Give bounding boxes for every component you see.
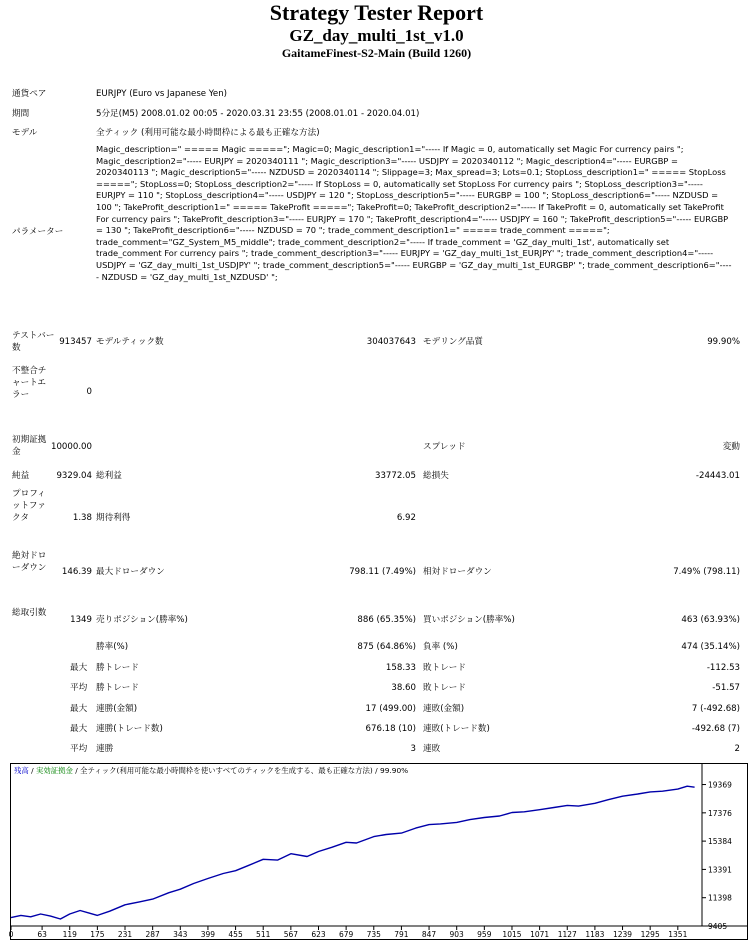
chart-legend-item: 実効証拠金 <box>33 766 73 775</box>
consec-losses-value: 7 (-492.68) <box>691 704 740 714</box>
consec-losses-label: 連敗(金額) <box>423 704 465 714</box>
x-tick-label: 0 <box>8 930 14 939</box>
x-tick-label: 399 <box>200 930 216 939</box>
ticks-label: モデルティック数 <box>96 337 164 347</box>
avg-consec-losses-label: 連敗 <box>423 744 441 754</box>
chart-legend-item: / <box>28 766 34 775</box>
gross-loss-label: 総損失 <box>423 471 449 481</box>
win-rate-value: 875 (64.86%) <box>357 642 416 652</box>
consec-loss-amount-label: 連敗(トレード数) <box>423 724 490 734</box>
params-value: Magic_description=" ===== Magic ====="; Magic=0; Magic_description1="----- If Magic = 0, automatically set Magic For currency pairs "; Magic_description2="----- EURJPY = 2020340111 "; Magic_description3="----- USDJPY = 2020340112 "; Magic_description4="----- EURGBP = 2020340113 "; Magic_description5="----- NZDUSD = 2020340114 "; Slippage=3; Max_spread=3; Lots=0.1; StopLoss_description1=" ===== StopLoss ====="; StopLoss=0; StopLoss_description2="----- If StopLoss = 0, automatically set StopLoss For currency pairs "; StopLoss_description3="----- EURJPY = 110 "; StopLoss_description4="----- USDJPY = 120 "; StopLoss_description5="----- EURGBP = 100 "; StopLoss_description6="----- NZDUSD = 100 "; TakeProfit_description1=" ===== TakeProfit ====="; TakeProfit=0; TakeProfit_description2="----- If TakeProfit = 0, automatically set TakeProfit For currency pairs "; TakeProfit_description3="----- EURJPY = 170 "; TakeProfit_description4="----- USDJPY = 160 "; TakeProfit_description5="----- EURGBP = 130 "; TakeProfit_description6="----- NZDUSD = 70 "; trade_comment_description1=" ===== trade_comment ====="; trade_comment="GZ_System_M5_middle"; trade_comment_description2="----- If trade_comment = 'GZ_day_multi_1st', automatically set trade_comment For currency pairs "; trade_comment_description3="----- EURJPY = 'GZ_day_multi_1st_EURJPY' "; trade_comment_description4="----- USDJPY = 'GZ_day_multi_1st_USDJPY' "; trade_comment_description5="----- EURGBP = 'GZ_day_multi_1st_EURGBP' "; trade_comment_description6="----- NZDUSD = 'GZ_day_multi_1st_NZDUSD' "; <box>96 144 732 282</box>
largest-loss-value: -112.53 <box>706 663 740 673</box>
avg-consec-wins-value: 3 <box>410 744 416 754</box>
avg-consec-losses-value: 2 <box>734 744 740 754</box>
max-prefix-1: 最大 <box>70 663 88 673</box>
gross-loss-value: -24443.01 <box>695 471 740 481</box>
spread-label: スプレッド <box>423 442 466 452</box>
x-tick-label: 1071 <box>530 930 550 939</box>
period-value: 5分足(M5) 2008.01.02 00:05 - 2020.03.31 23:55 (2008.01.01 - 2020.04.01) <box>96 109 420 119</box>
chart-legend <box>14 766 408 775</box>
loss-rate-value: 474 (35.14%) <box>681 642 740 652</box>
consec-profit-value: 676.18 (10) <box>365 724 416 734</box>
long-positions-value: 463 (63.93%) <box>681 615 740 625</box>
consec-profit-label: 連勝(トレード数) <box>96 724 163 734</box>
total-trades-value: 1349 <box>70 615 92 625</box>
expert-name: GZ_day_multi_1st_v1.0 <box>289 26 464 45</box>
deposit-label: 初期証拠金 <box>12 435 47 457</box>
x-tick-label: 959 <box>477 930 492 939</box>
avg-loss-value: -51.57 <box>712 683 740 693</box>
symbol-label: 通貨ペア <box>12 89 47 99</box>
x-tick-label: 903 <box>449 930 464 939</box>
avg-loss-label: 敗トレード <box>423 683 466 693</box>
x-tick-label: 343 <box>173 930 188 939</box>
x-tick-label: 1015 <box>502 930 522 939</box>
server-name: GaitameFinest-S2-Main (Build 1260) <box>281 46 472 60</box>
max-drawdown-value: 798.11 (7.49%) <box>349 567 416 577</box>
x-tick-label: 287 <box>145 930 160 939</box>
model-value: 全ティック (利用可能な最小時間枠による最も正確な方法) <box>96 128 320 138</box>
x-tick-label: 1295 <box>640 930 660 939</box>
x-tick-label: 175 <box>90 930 105 939</box>
chart-legend-item: / <box>72 766 78 775</box>
spread-value: 変動 <box>722 442 740 452</box>
balance-chart <box>10 763 748 940</box>
rel-drawdown-label: 相対ドローダウン <box>423 567 492 577</box>
profit-factor-label: プロフィットファクタ <box>12 489 46 523</box>
x-tick-label: 231 <box>117 930 133 939</box>
total-trades-label: 総取引数 <box>12 608 47 618</box>
x-tick-label: 623 <box>311 930 326 939</box>
abs-drawdown-value: 146.39 <box>61 567 92 577</box>
mismatch-label: 不整合チャートエラー <box>12 366 47 400</box>
y-tick-label: 19369 <box>708 780 732 790</box>
consec-wins-label: 連勝(金額) <box>96 704 138 714</box>
x-tick-label: 63 <box>37 930 47 939</box>
largest-win-value: 158.33 <box>385 663 416 673</box>
long-positions-label: 買いポジション(勝率%) <box>423 615 515 625</box>
avg-win-value: 38.60 <box>391 683 416 693</box>
max-prefix-3: 最大 <box>70 724 88 734</box>
gross-profit-label: 総利益 <box>96 471 122 481</box>
short-positions-value: 886 (65.35%) <box>357 615 416 625</box>
y-tick-label: 9405 <box>708 922 728 931</box>
x-tick-label: 847 <box>421 930 437 939</box>
x-tick-label: 455 <box>228 930 243 939</box>
expected-payoff-label: 期待利得 <box>96 513 131 523</box>
largest-loss-label: 敗トレード <box>423 663 466 673</box>
x-tick-label: 735 <box>366 930 381 939</box>
x-tick-label: 679 <box>338 930 354 939</box>
report-title: Strategy Tester Report <box>269 0 484 25</box>
consec-loss-amount-value: -492.68 (7) <box>691 724 740 734</box>
avg-prefix-2: 平均 <box>70 744 88 754</box>
x-tick-label: 567 <box>283 930 299 939</box>
balance-chart-svg <box>10 763 748 940</box>
rel-drawdown-value: 7.49% (798.11) <box>673 567 740 577</box>
period-label: 期間 <box>12 109 30 119</box>
net-profit-label: 純益 <box>12 471 30 481</box>
params-label: パラメーター <box>12 227 64 237</box>
chart-legend-item: 残高 <box>14 766 29 775</box>
chart-legend-item: / 99.90% <box>372 766 409 775</box>
chart-legend-item: 全ティック(利用可能な最小時間枠を使いすべてのティックを生成する、最も正確な方法) <box>77 766 373 775</box>
x-tick-label: 119 <box>62 930 77 939</box>
avg-prefix-1: 平均 <box>70 683 88 693</box>
expected-payoff-value: 6.92 <box>396 513 416 523</box>
x-tick-label: 791 <box>394 930 409 939</box>
short-positions-label: 売りポジション(勝率%) <box>96 615 188 625</box>
quality-label: モデリング品質 <box>423 337 483 347</box>
x-tick-label: 1239 <box>612 930 633 939</box>
quality-value: 99.90% <box>707 337 740 347</box>
y-tick-label: 11398 <box>708 893 732 903</box>
consec-wins-value: 17 (499.00) <box>365 704 416 714</box>
net-profit-value: 9329.04 <box>56 471 92 481</box>
y-tick-label: 17376 <box>708 808 732 818</box>
max-prefix-2: 最大 <box>70 704 88 714</box>
x-tick-label: 511 <box>256 930 271 939</box>
y-tick-label: 13391 <box>708 865 732 875</box>
x-tick-label: 1127 <box>557 930 577 939</box>
x-tick-label: 1351 <box>668 930 688 939</box>
y-tick-label: 15384 <box>708 837 732 847</box>
symbol-value: EURJPY (Euro vs Japanese Yen) <box>96 89 228 99</box>
max-drawdown-label: 最大ドローダウン <box>96 567 165 577</box>
chart-frame <box>8 764 748 940</box>
abs-drawdown-label: 絶対ドローダウン <box>12 551 47 573</box>
ticks-value: 304037643 <box>366 337 416 347</box>
model-label: モデル <box>12 128 38 138</box>
loss-rate-label: 負率 (%) <box>423 642 458 652</box>
gross-profit-value: 33772.05 <box>374 471 416 481</box>
avg-consec-wins-label: 連勝 <box>96 744 114 754</box>
largest-win-label: 勝トレード <box>96 663 139 673</box>
profit-factor-value: 1.38 <box>72 513 92 523</box>
mismatch-value: 0 <box>86 387 92 397</box>
deposit-value: 10000.00 <box>50 442 92 452</box>
bars-value: 913457 <box>59 337 92 347</box>
x-tick-label: 1183 <box>585 930 605 939</box>
win-rate-label: 勝率(%) <box>96 642 129 652</box>
avg-win-label: 勝トレード <box>96 683 139 693</box>
bars-label: テストバー数 <box>12 331 55 353</box>
